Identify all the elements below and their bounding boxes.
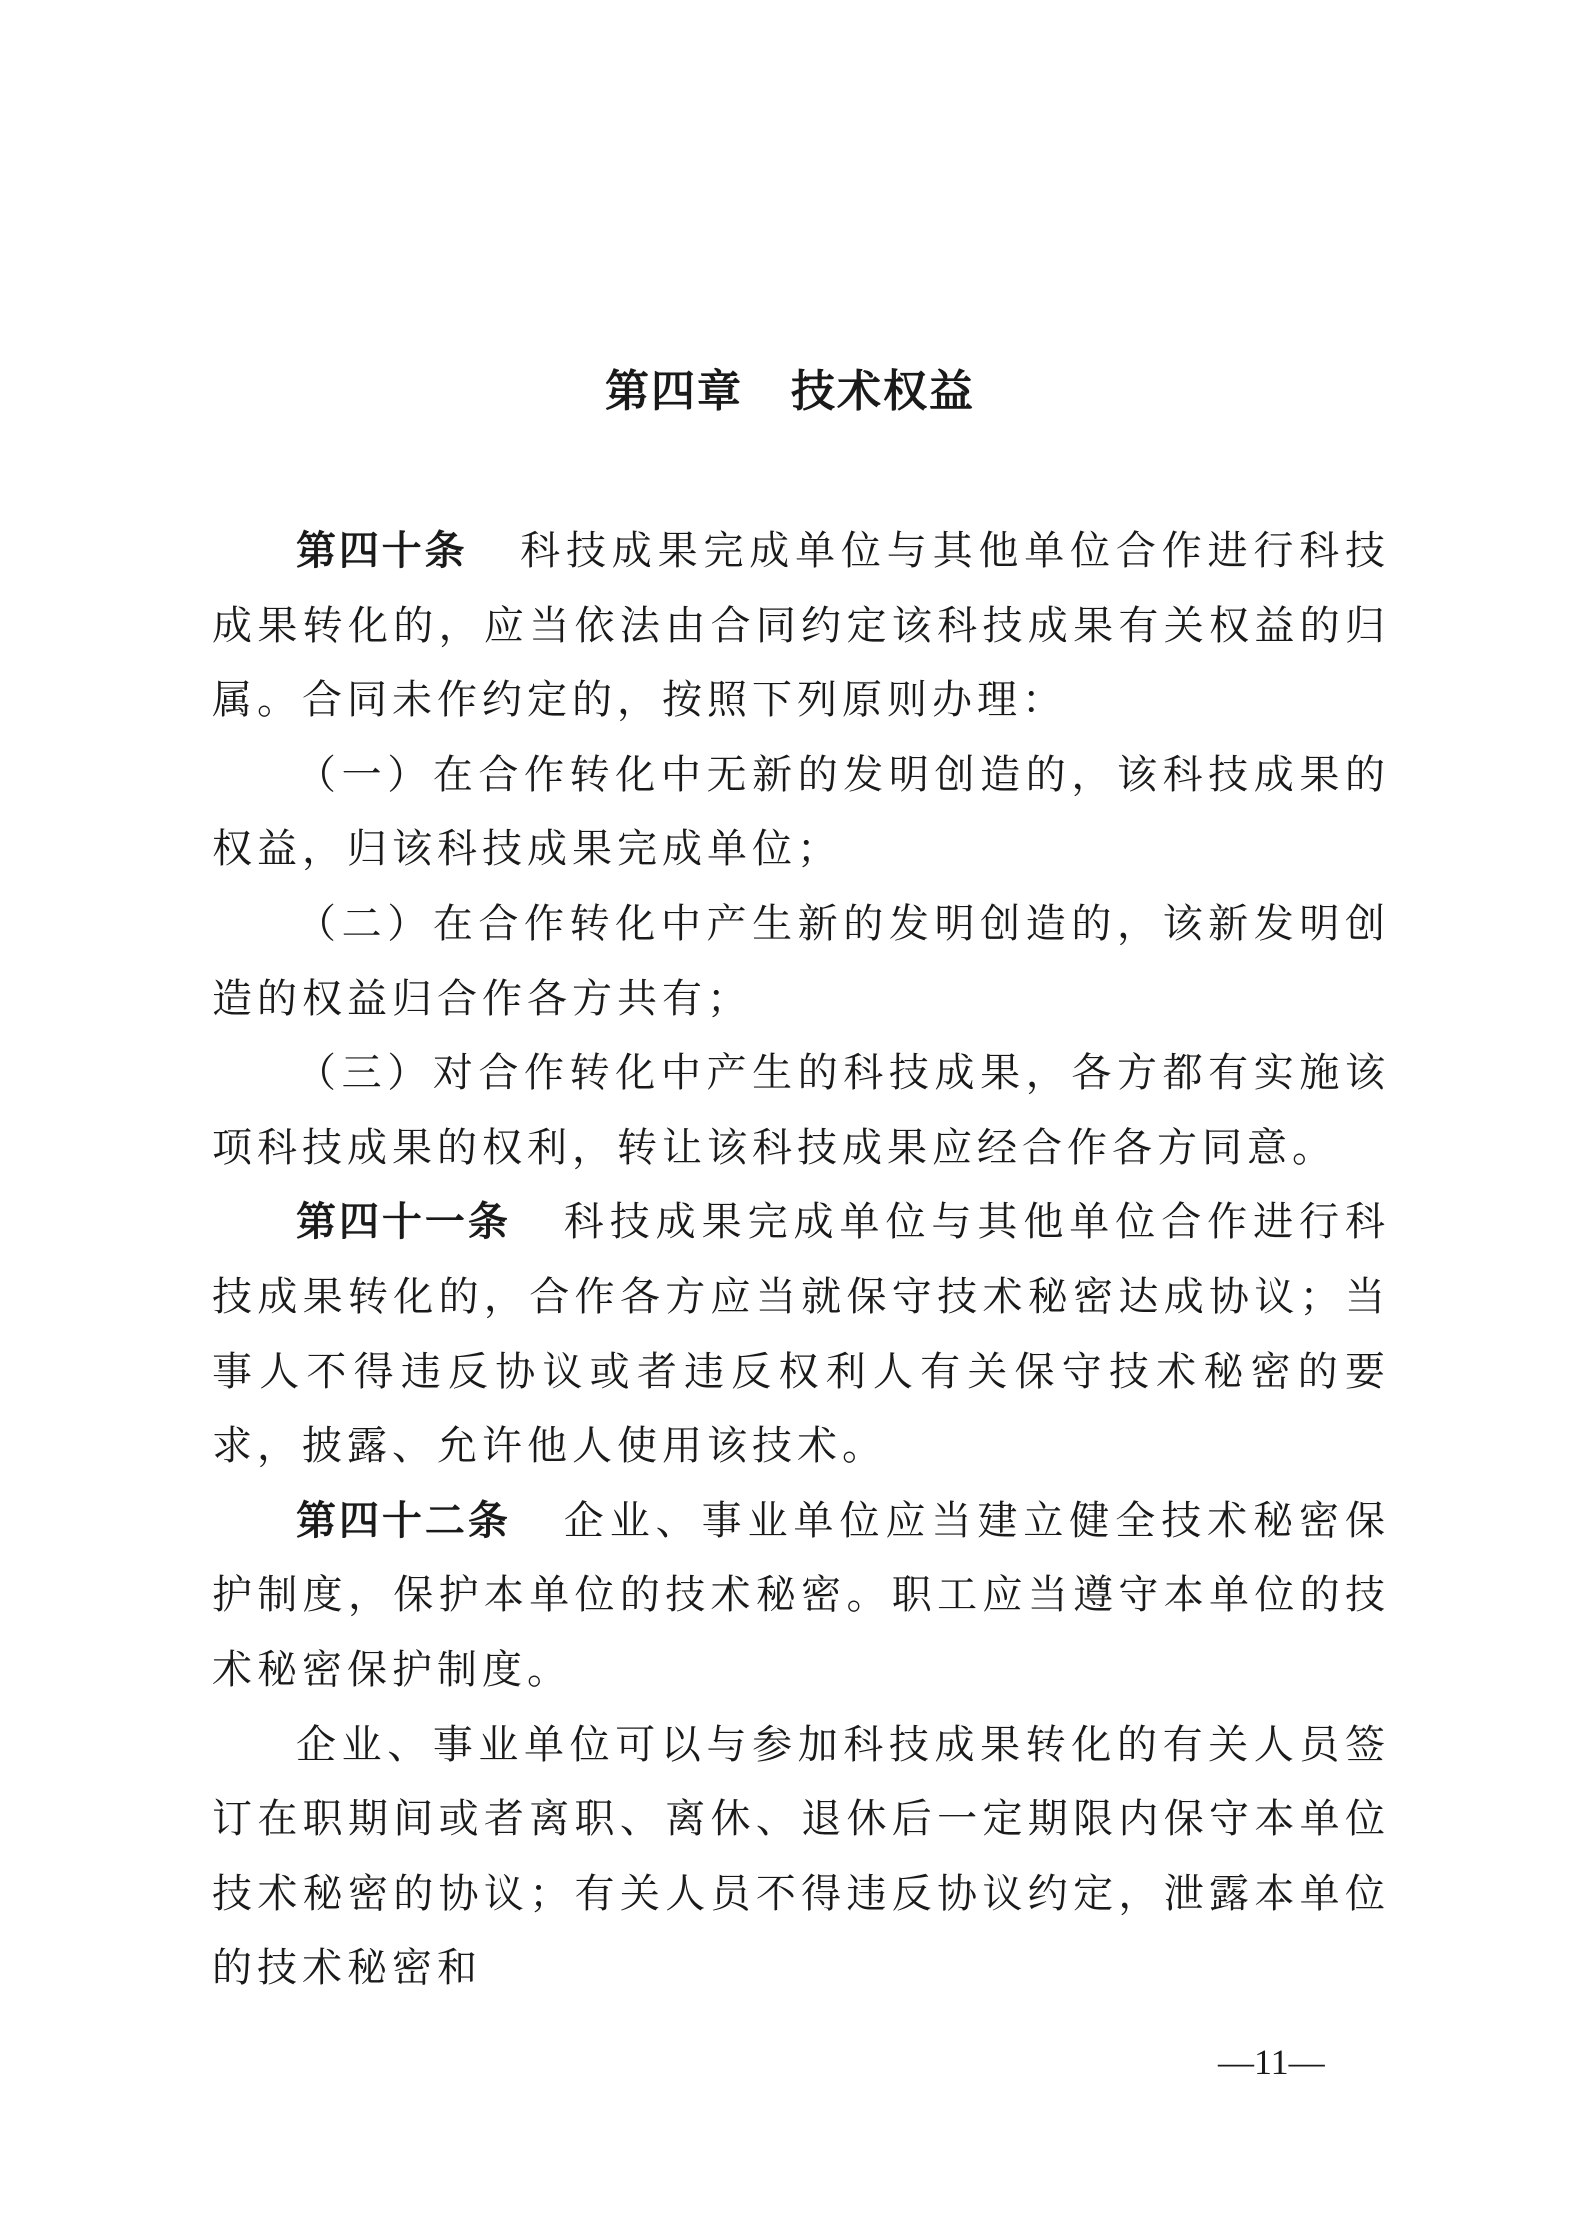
article-text: 科技成果完成单位与其他单位合作进行科技成果转化的，合作各方应当就保守技术秘密达成协议；当事人不得违反协议或者违反权利人有关保守技术秘密的要求，披露、允许他人使用该技术。 xyxy=(212,1199,1391,1470)
article-label: 第四十二条 xyxy=(296,1497,511,1544)
article-42 xyxy=(212,1484,1390,1708)
article-label: 第四十条 xyxy=(296,528,468,574)
article-40 xyxy=(212,514,1390,738)
body-text xyxy=(212,514,1390,2006)
paragraph: 企业、事业单位可以与参加科技成果转化的有关人员签订在职期间或者离职、离休、退休后一定期限内保守本单位技术秘密的协议；有关人员不得违反协议约定，泄露本单位的技术秘密和 xyxy=(212,1721,1390,1992)
list-item: （二）在合作转化中产生新的发明创造的，该新发明创造的权益归合作各方共有； xyxy=(212,900,1390,1022)
chapter-title xyxy=(0,362,1580,422)
list-item: （一）在合作转化中无新的发明创造的，该科技成果的权益，归该科技成果完成单位； xyxy=(212,751,1390,873)
list-item: （三）对合作转化中产生的科技成果，各方都有实施该项科技成果的权利，转让该科技成果应经合作各方同意。 xyxy=(212,1050,1390,1171)
chapter-number: 第四章 xyxy=(605,366,743,417)
article-label: 第四十一条 xyxy=(296,1199,511,1246)
article-41 xyxy=(212,1185,1390,1483)
chapter-name: 技术权益 xyxy=(791,366,975,417)
article-text: 科技成果完成单位与其他单位合作进行科技成果转化的，应当依法由合同约定该科技成果有关权益的归属。合同未作约定的，按照下列原则办理： xyxy=(212,528,1391,724)
page-number: —11— xyxy=(1218,2042,1325,2082)
article-text: 企业、事业单位应当建立健全技术秘密保护制度，保护本单位的技术秘密。职工应当遵守本单位的技术秘密保护制度。 xyxy=(212,1497,1391,1693)
